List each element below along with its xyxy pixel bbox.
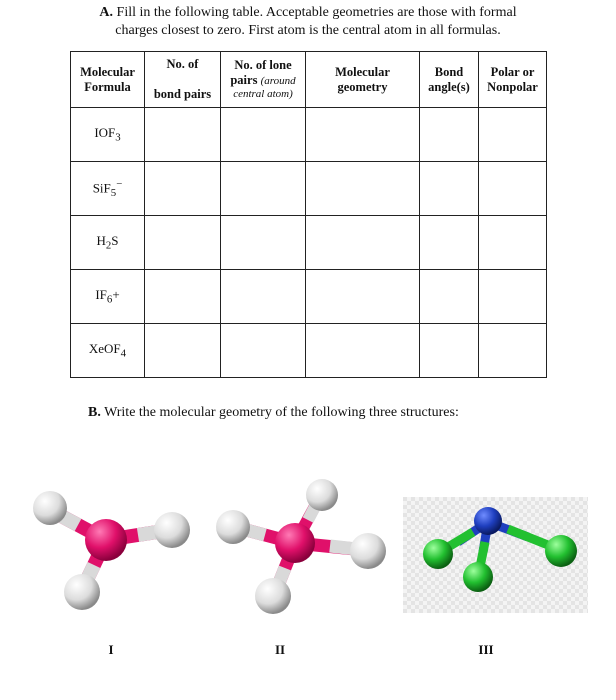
molecule-structure-i	[20, 480, 200, 620]
central-atom	[85, 519, 127, 561]
bond-angle-cell[interactable]	[420, 108, 479, 162]
central-atom	[474, 507, 502, 535]
formula-cell: $IF_6+$	[71, 270, 145, 324]
header-bond-pairs: No. of bond pairs	[145, 52, 221, 108]
bond-pairs-cell[interactable]	[145, 324, 221, 378]
molecule-structure-ii	[205, 475, 400, 625]
outer-atom	[423, 539, 453, 569]
formula-cell: XeOF$_4$	[71, 324, 145, 378]
geometry-cell[interactable]	[306, 162, 420, 216]
geometry-table	[70, 51, 547, 378]
outer-atom	[545, 535, 577, 567]
table-row	[71, 270, 547, 324]
header-formula: Molecular Formula	[71, 52, 145, 108]
bond-angle-cell[interactable]	[420, 216, 479, 270]
geometry-cell[interactable]	[306, 324, 420, 378]
bond-pairs-cell[interactable]	[145, 270, 221, 324]
part-b-label: B.	[88, 405, 101, 420]
bond-pairs-cell[interactable]	[145, 216, 221, 270]
part-b-text: Write the molecular geometry of the following three structures:	[104, 405, 459, 420]
polarity-cell[interactable]	[479, 162, 547, 216]
lone-pairs-cell[interactable]	[221, 216, 306, 270]
outer-atom	[33, 491, 67, 525]
bond-pairs-cell[interactable]	[145, 108, 221, 162]
part-a-line2: charges closest to zero. First atom is the central atom in all formulas.	[115, 23, 501, 38]
outer-atom	[64, 574, 100, 610]
part-a-label: A.	[99, 5, 114, 20]
formula-cell: $IOF_3$	[71, 108, 145, 162]
table-row	[71, 216, 547, 270]
part-a-line1: Fill in the following table. Acceptable geometries are those with formal	[116, 5, 517, 20]
structure-label-ii: II	[274, 642, 286, 657]
lone-pairs-cell[interactable]	[221, 324, 306, 378]
outer-atom	[154, 512, 190, 548]
header-geometry: Molecular geometry	[306, 52, 420, 108]
table-row	[71, 108, 547, 162]
header-bond-angle: Bond angle(s)	[420, 52, 479, 108]
outer-atom	[255, 578, 291, 614]
geometry-cell[interactable]	[306, 270, 420, 324]
structure-label-i: I	[108, 642, 114, 657]
table-row	[71, 162, 547, 216]
molecule-structure-iii	[403, 497, 588, 613]
bond-angle-cell[interactable]	[420, 162, 479, 216]
structure-label-iii: III	[478, 642, 494, 657]
polarity-cell[interactable]	[479, 108, 547, 162]
outer-atom	[306, 479, 338, 511]
part-a-instructions	[0, 4, 616, 40]
bond-angle-cell[interactable]	[420, 324, 479, 378]
outer-atom	[216, 510, 250, 544]
lone-pairs-cell[interactable]	[221, 270, 306, 324]
outer-atom	[463, 562, 493, 592]
part-b-instructions	[88, 405, 459, 421]
lone-pairs-cell[interactable]	[221, 162, 306, 216]
table-row	[71, 324, 547, 378]
formula-cell: $H_2S$	[71, 216, 145, 270]
polarity-cell[interactable]	[479, 216, 547, 270]
bond-angle-cell[interactable]	[420, 270, 479, 324]
outer-atom	[350, 533, 386, 569]
header-lone-pairs: No. of lone pairs (around central atom)	[221, 52, 306, 108]
polarity-cell[interactable]	[479, 324, 547, 378]
geometry-cell[interactable]	[306, 108, 420, 162]
lone-pairs-cell[interactable]	[221, 108, 306, 162]
bond-pairs-cell[interactable]	[145, 162, 221, 216]
central-atom	[275, 523, 315, 563]
header-polarity: Polar or Nonpolar	[479, 52, 547, 108]
formula-cell: SiF$_5$−	[71, 162, 145, 216]
geometry-cell[interactable]	[306, 216, 420, 270]
table-header-row	[71, 52, 547, 108]
polarity-cell[interactable]	[479, 270, 547, 324]
